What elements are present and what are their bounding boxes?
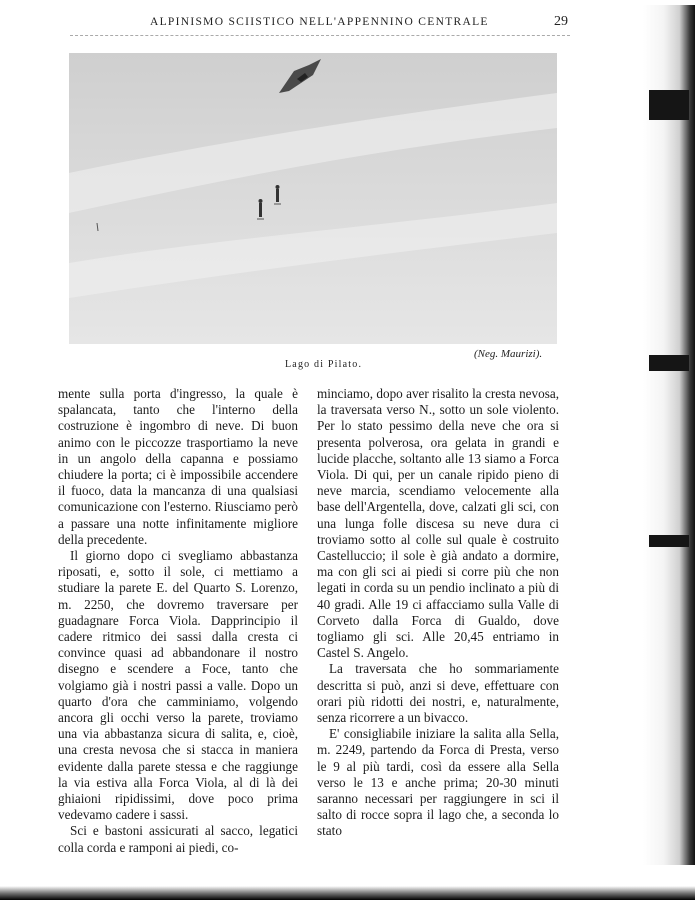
paragraph: La traversata che ho sommariamente descritta si può, anzi si deve, effettuare con orari più ridotti dei nostri, e, naturalmente, senza ricorrere a un bivacco. bbox=[317, 661, 559, 726]
paragraph: E' consigliabile iniziare la salita alla Sella, m. 2249, partendo da Forca di Presta, verso le 9 al più tardi, così da essere alla Sella verso le 13 e anche prima; 20-30 minuti saranno necessari per raggiungere in sci il salto di rocce sopra il lago che, a seconda lo stato bbox=[317, 726, 559, 839]
paragraph: Il giorno dopo ci svegliamo abbastanza riposati, e, sotto il sole, ci mettiamo a studiare la parete E. del Quarto S. Lorenzo, m. 2250, che dovremo traversare per guadagnare Forca Viola. Dapprincipio il cadere ritmico dei sassi dalla cresta ci convince quasi ad abbandonare il nostro disegno e scendere a Foce, tanto che volgiamo già i nostri passi a valle. Dopo un quarto d'ora che camminiamo, volgendo ancora gli occhi verso la parete, troviamo una via abbastanza sicura di salita, e, cioè, una cresta nevosa che si stacca in maniera evidente dalla parete stessa e che raggiunge la via estiva alla Forca Viola, al di là dei ghiaioni ripidissimi, dove poco prima vedevamo cadere i sassi. bbox=[58, 548, 298, 823]
paragraph: minciamo, dopo aver risalito la cresta nevosa, la traversata verso N., sotto un sole violento. Per lo stato pessimo della neve che ora si presenta polverosa, ora gelata in grandi e lucide placche, soltanto alle 13 siamo a Forca Viola. Di qui, per un canale ripido pieno di neve marcia, scendiamo velocemente alla base dell'Argentella, dove, calzati gli sci, con una lunga folle discesa su neve dura ci troviamo sotto al colle sul quale è costruito Castelluccio; il sole è già andato a dormire, ma con gli sci ai piedi si corre più che non legati in corda su un pendio inclinato a più di 40 gradi. Alle 19 ci affacciamo sulla Valle di Corveto dalla Forca di Gualdo, dove togliamo gli sci. Alle 20,45 entriamo in Castel S. Angelo. bbox=[317, 386, 559, 661]
snow-background bbox=[69, 53, 557, 344]
page-edge-shadow bbox=[643, 5, 695, 865]
text-column-right bbox=[317, 386, 559, 840]
scan-bottom-edge bbox=[0, 886, 695, 900]
edge-mark bbox=[649, 535, 689, 547]
figure-credit: (Neg. Maurizi). bbox=[474, 348, 543, 360]
edge-mark bbox=[649, 355, 689, 371]
figure-caption: Lago di Pilato. bbox=[285, 359, 363, 370]
page-number: 29 bbox=[554, 14, 568, 29]
running-title: ALPINISMO SCIISTICO NELL'APPENNINO CENTRALE bbox=[150, 16, 489, 28]
header-rule bbox=[70, 35, 570, 36]
paragraph: mente sulla porta d'ingresso, la quale è spalancata, tanto che l'interno della costruzione è ingombro di neve. Di buon animo con le piccozze trasportiamo la neve in un angolo della capanna e possiamo chiudere la porta; ci è impossibile accendere il fuoco, data la mancanza di una qualsiasi comunicazione con l'esterno. Riusciamo però a passare una notte infinitamente migliore della precedente. bbox=[58, 386, 298, 547]
photograph-snowfield bbox=[69, 53, 557, 344]
edge-mark bbox=[649, 90, 689, 120]
text-column-left bbox=[58, 386, 298, 856]
page-header bbox=[70, 14, 570, 34]
paragraph: Sci e bastoni assicurati al sacco, legatici colla corda e ramponi ai piedi, co- bbox=[58, 823, 298, 855]
photo-illustration bbox=[69, 53, 557, 344]
